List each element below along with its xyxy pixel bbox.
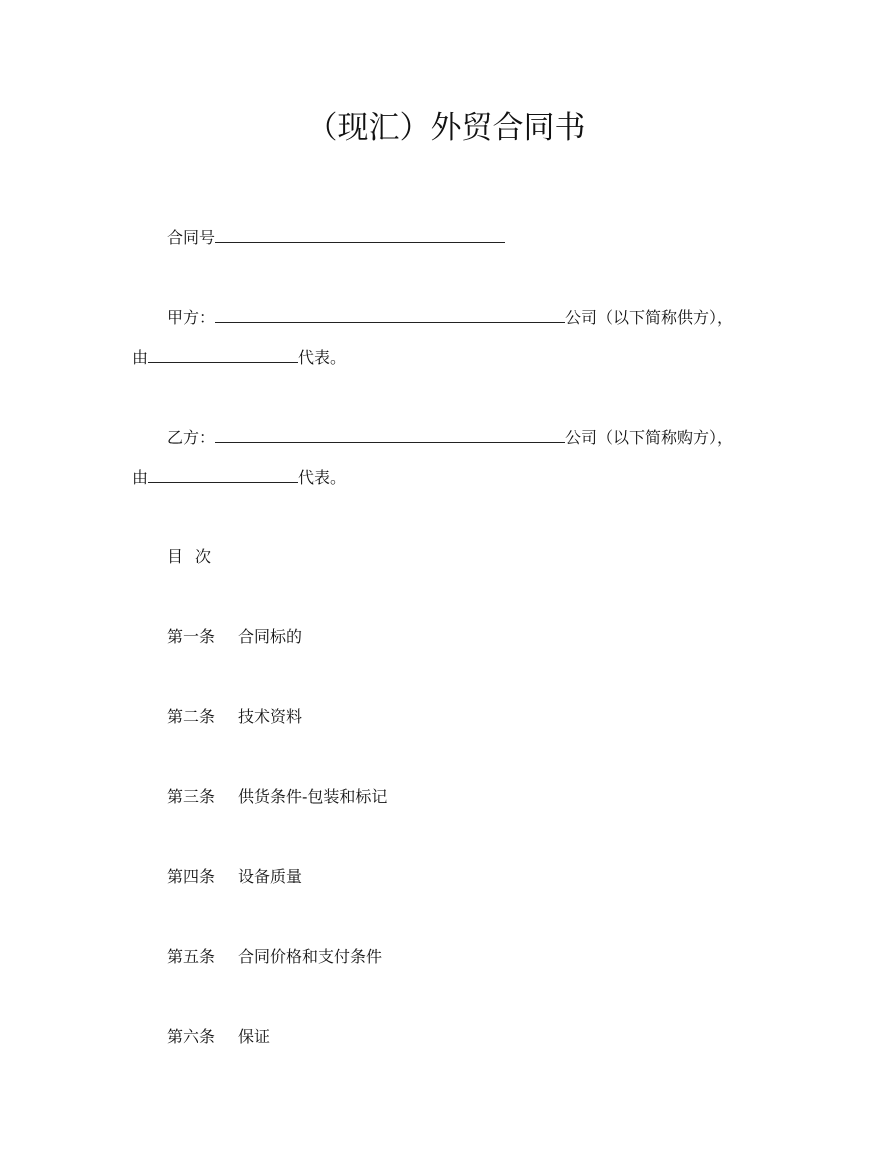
party-b-rep-suffix: 代表。 (298, 468, 347, 487)
party-b-name-blank (215, 425, 565, 443)
party-a-label: 甲方： (167, 308, 216, 327)
party-b-label: 乙方： (167, 428, 216, 447)
toc-item (167, 945, 382, 969)
toc-item-text: 保证 (238, 1027, 271, 1046)
contract-number-blank (215, 225, 505, 243)
party-a-suffix: 公司（以下简称供方）， (565, 308, 734, 327)
toc-item-text: 合同价格和支付条件 (238, 947, 383, 966)
party-b-rep-blank (148, 465, 298, 483)
party-b-suffix: 公司（以下简称购方）， (565, 428, 734, 447)
toc-item (167, 785, 387, 809)
toc-item-text: 技术资料 (238, 707, 303, 726)
toc-item-number: 第二条 (167, 707, 216, 726)
toc-item-number: 第三条 (167, 787, 216, 806)
document-title: （现汇）外贸合同书 (306, 110, 586, 146)
toc-item-number: 第四条 (167, 867, 216, 886)
toc-item-text: 供货条件-包装和标记 (238, 787, 388, 806)
contract-number-label: 合同号 (167, 228, 216, 247)
party-a-name-blank (215, 305, 565, 323)
party-b-rep-prefix: 由 (132, 468, 149, 487)
toc-heading (167, 545, 211, 569)
party-a-rep-blank (148, 345, 298, 363)
toc-item-number: 第一条 (167, 627, 216, 646)
party-b-rep-line (132, 465, 346, 489)
toc-item (167, 1025, 270, 1049)
party-a-rep-line (132, 345, 346, 369)
toc-item (167, 705, 302, 729)
toc-item-number: 第六条 (167, 1027, 216, 1046)
toc-heading-char-1: 目 (167, 547, 184, 566)
toc-item (167, 865, 302, 889)
toc-item (167, 625, 302, 649)
contract-number-line (167, 225, 505, 249)
party-a-line (167, 305, 733, 329)
party-b-line (167, 425, 733, 449)
toc-item-number: 第五条 (167, 947, 216, 966)
party-a-rep-suffix: 代表。 (298, 348, 347, 367)
party-a-rep-prefix: 由 (132, 348, 149, 367)
toc-heading-char-2: 次 (195, 547, 212, 566)
toc-item-text: 设备质量 (238, 867, 303, 886)
toc-item-text: 合同标的 (238, 627, 303, 646)
